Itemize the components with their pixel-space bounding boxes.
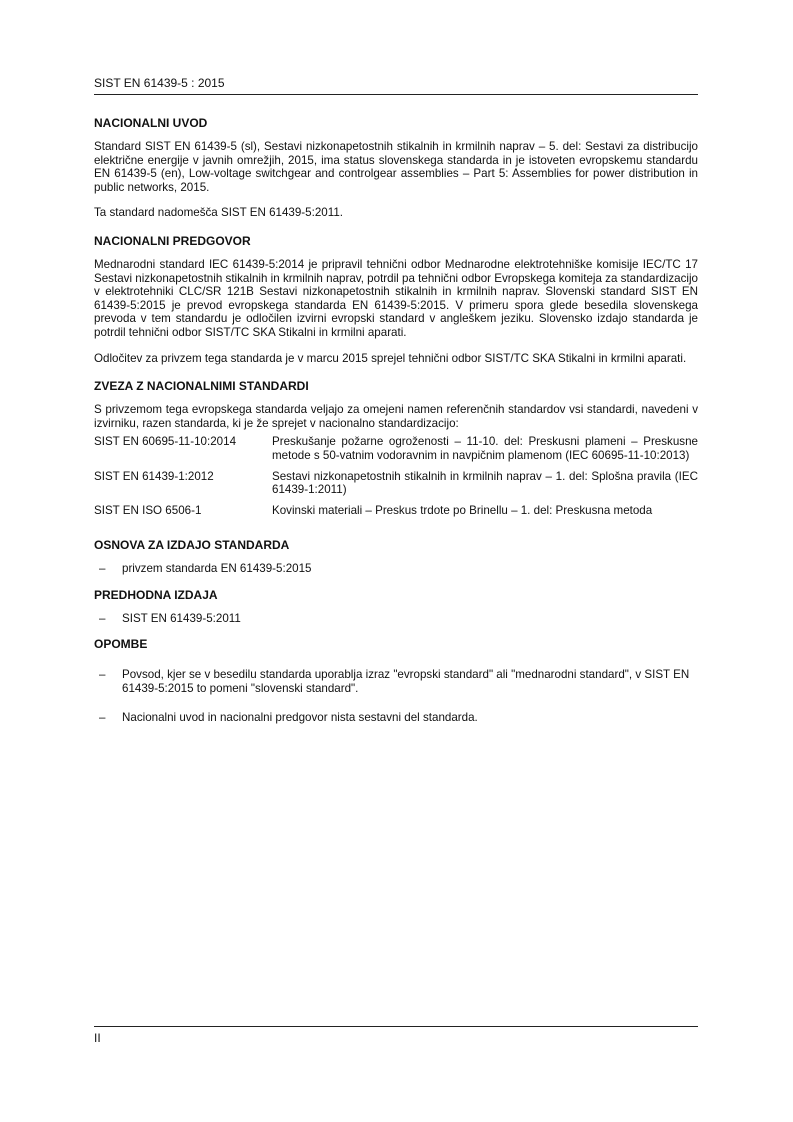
page-header	[94, 77, 698, 95]
document-body	[94, 116, 698, 736]
list-item	[94, 711, 698, 725]
page-number: II	[94, 1031, 101, 1045]
dash-bullet: –	[99, 710, 106, 724]
dash-bullet: –	[99, 668, 106, 682]
ref-code: SIST EN 60695-11-10:2014	[94, 435, 237, 449]
list-item	[94, 612, 698, 626]
predgovor-paragraph-1: Mednarodni standard IEC 61439-5:2014 je pripravil tehnični odbor Mednarodne elektrotehniške komisije IEC/TC 17 Sestavi nizkonapetostnih stikalnih in krmilnih naprav, potrdil pa tehnični odbor Evropskega komiteja za standardizacijo v elektrotehniki CLC/SR 121B Sestavi nizkonapetostnih stikalnih in krmilnih naprav. Slovenski standard SIST EN 61439-5:2015 je prevod evropskega standarda EN 61439-5:2015. V primeru spora glede besedila slovenskega prevoda v tem standardu je odločilen izvirni evropski standard v angleškem jeziku. Slovensko izdajo standarda je potrdil tehnični odbor SIST/TC SKA Stikalni in krmilni aparati.	[94, 257, 698, 339]
list-item	[94, 562, 698, 576]
section-title-zveza: ZVEZA Z NACIONALNIMI STANDARDI	[94, 379, 309, 394]
uvod-paragraph-2: Ta standard nadomešča SIST EN 61439-5:2011.	[94, 206, 343, 220]
list-item-text: Nacionalni uvod in nacionalni predgovor nista sestavni del standarda.	[122, 710, 478, 724]
section-title-predhodna: PREDHODNA IZDAJA	[94, 587, 218, 602]
osnova-list	[94, 562, 698, 576]
section-title-opombe: OPOMBE	[94, 637, 148, 652]
section-title-osnova: OSNOVA ZA IZDAJO STANDARDA	[94, 538, 290, 553]
predgovor-paragraph-2: Odločitev za privzem tega standarda je v marcu 2015 sprejel tehnični odbor SIST/TC SKA Stikalni in krmilni aparati.	[94, 351, 687, 365]
predhodna-list	[94, 612, 698, 626]
table-row	[94, 435, 698, 469]
table-row	[94, 470, 698, 504]
list-item-text: privzem standarda EN 61439-5:2015	[122, 562, 312, 576]
opombe-list	[94, 668, 698, 724]
reference-standards-table	[94, 435, 698, 524]
list-item	[94, 668, 698, 695]
list-item-text: Povsod, kjer se v besedilu standarda uporablja izraz "evropski standard" ali "mednarodni standard", v SIST EN 61439-5:2015 to pomeni "slovenski standard".	[122, 668, 690, 696]
dash-bullet: –	[99, 562, 106, 576]
zveza-intro: S privzemom tega evropskega standarda veljajo za omejeni namen referenčnih standardov vsi standardi, navedeni v izvirniku, razen standarda, ki je že sprejet v nacionalno standardizacijo:	[94, 403, 698, 430]
section-title-predgovor: NACIONALNI PREDGOVOR	[94, 233, 251, 248]
ref-description: Kovinski materiali – Preskus trdote po Brinellu – 1. del: Preskusna metoda	[272, 503, 653, 517]
ref-code: SIST EN ISO 6506-1	[94, 503, 202, 517]
dash-bullet: –	[99, 611, 106, 625]
ref-code: SIST EN 61439-1:2012	[94, 469, 214, 483]
ref-description: Sestavi nizkonapetostnih stikalnih in krmilnih naprav – 1. del: Splošna pravila (IEC 61439-1:2011)	[272, 469, 698, 497]
page-footer	[94, 1026, 698, 1046]
section-title-uvod: NACIONALNI UVOD	[94, 116, 208, 130]
uvod-paragraph-1: Standard SIST EN 61439-5 (sl), Sestavi nizkonapetostnih stikalnih in krmilnih naprav – 5. del: Sestavi za distribucijo električne energije v javnih omrežjih, 2015, ima status slovenskega standarda in je istoveten evropskemu standardu EN 61439-5 (en), Low-voltage switchgear and controlgear assemblies – Part 5: Assemblies for power distribution in public networks, 2015.	[94, 140, 698, 194]
table-row	[94, 504, 698, 525]
ref-description: Preskušanje požarne ogroženosti – 11-10. del: Preskusni plameni – Preskusne metode s 50-vatnim vodoravnim in navpičnim plamenom (IEC 60695-11-10:2013)	[272, 435, 698, 462]
list-item-text: SIST EN 61439-5:2011	[122, 611, 241, 625]
document-id: SIST EN 61439-5 : 2015	[94, 76, 225, 90]
